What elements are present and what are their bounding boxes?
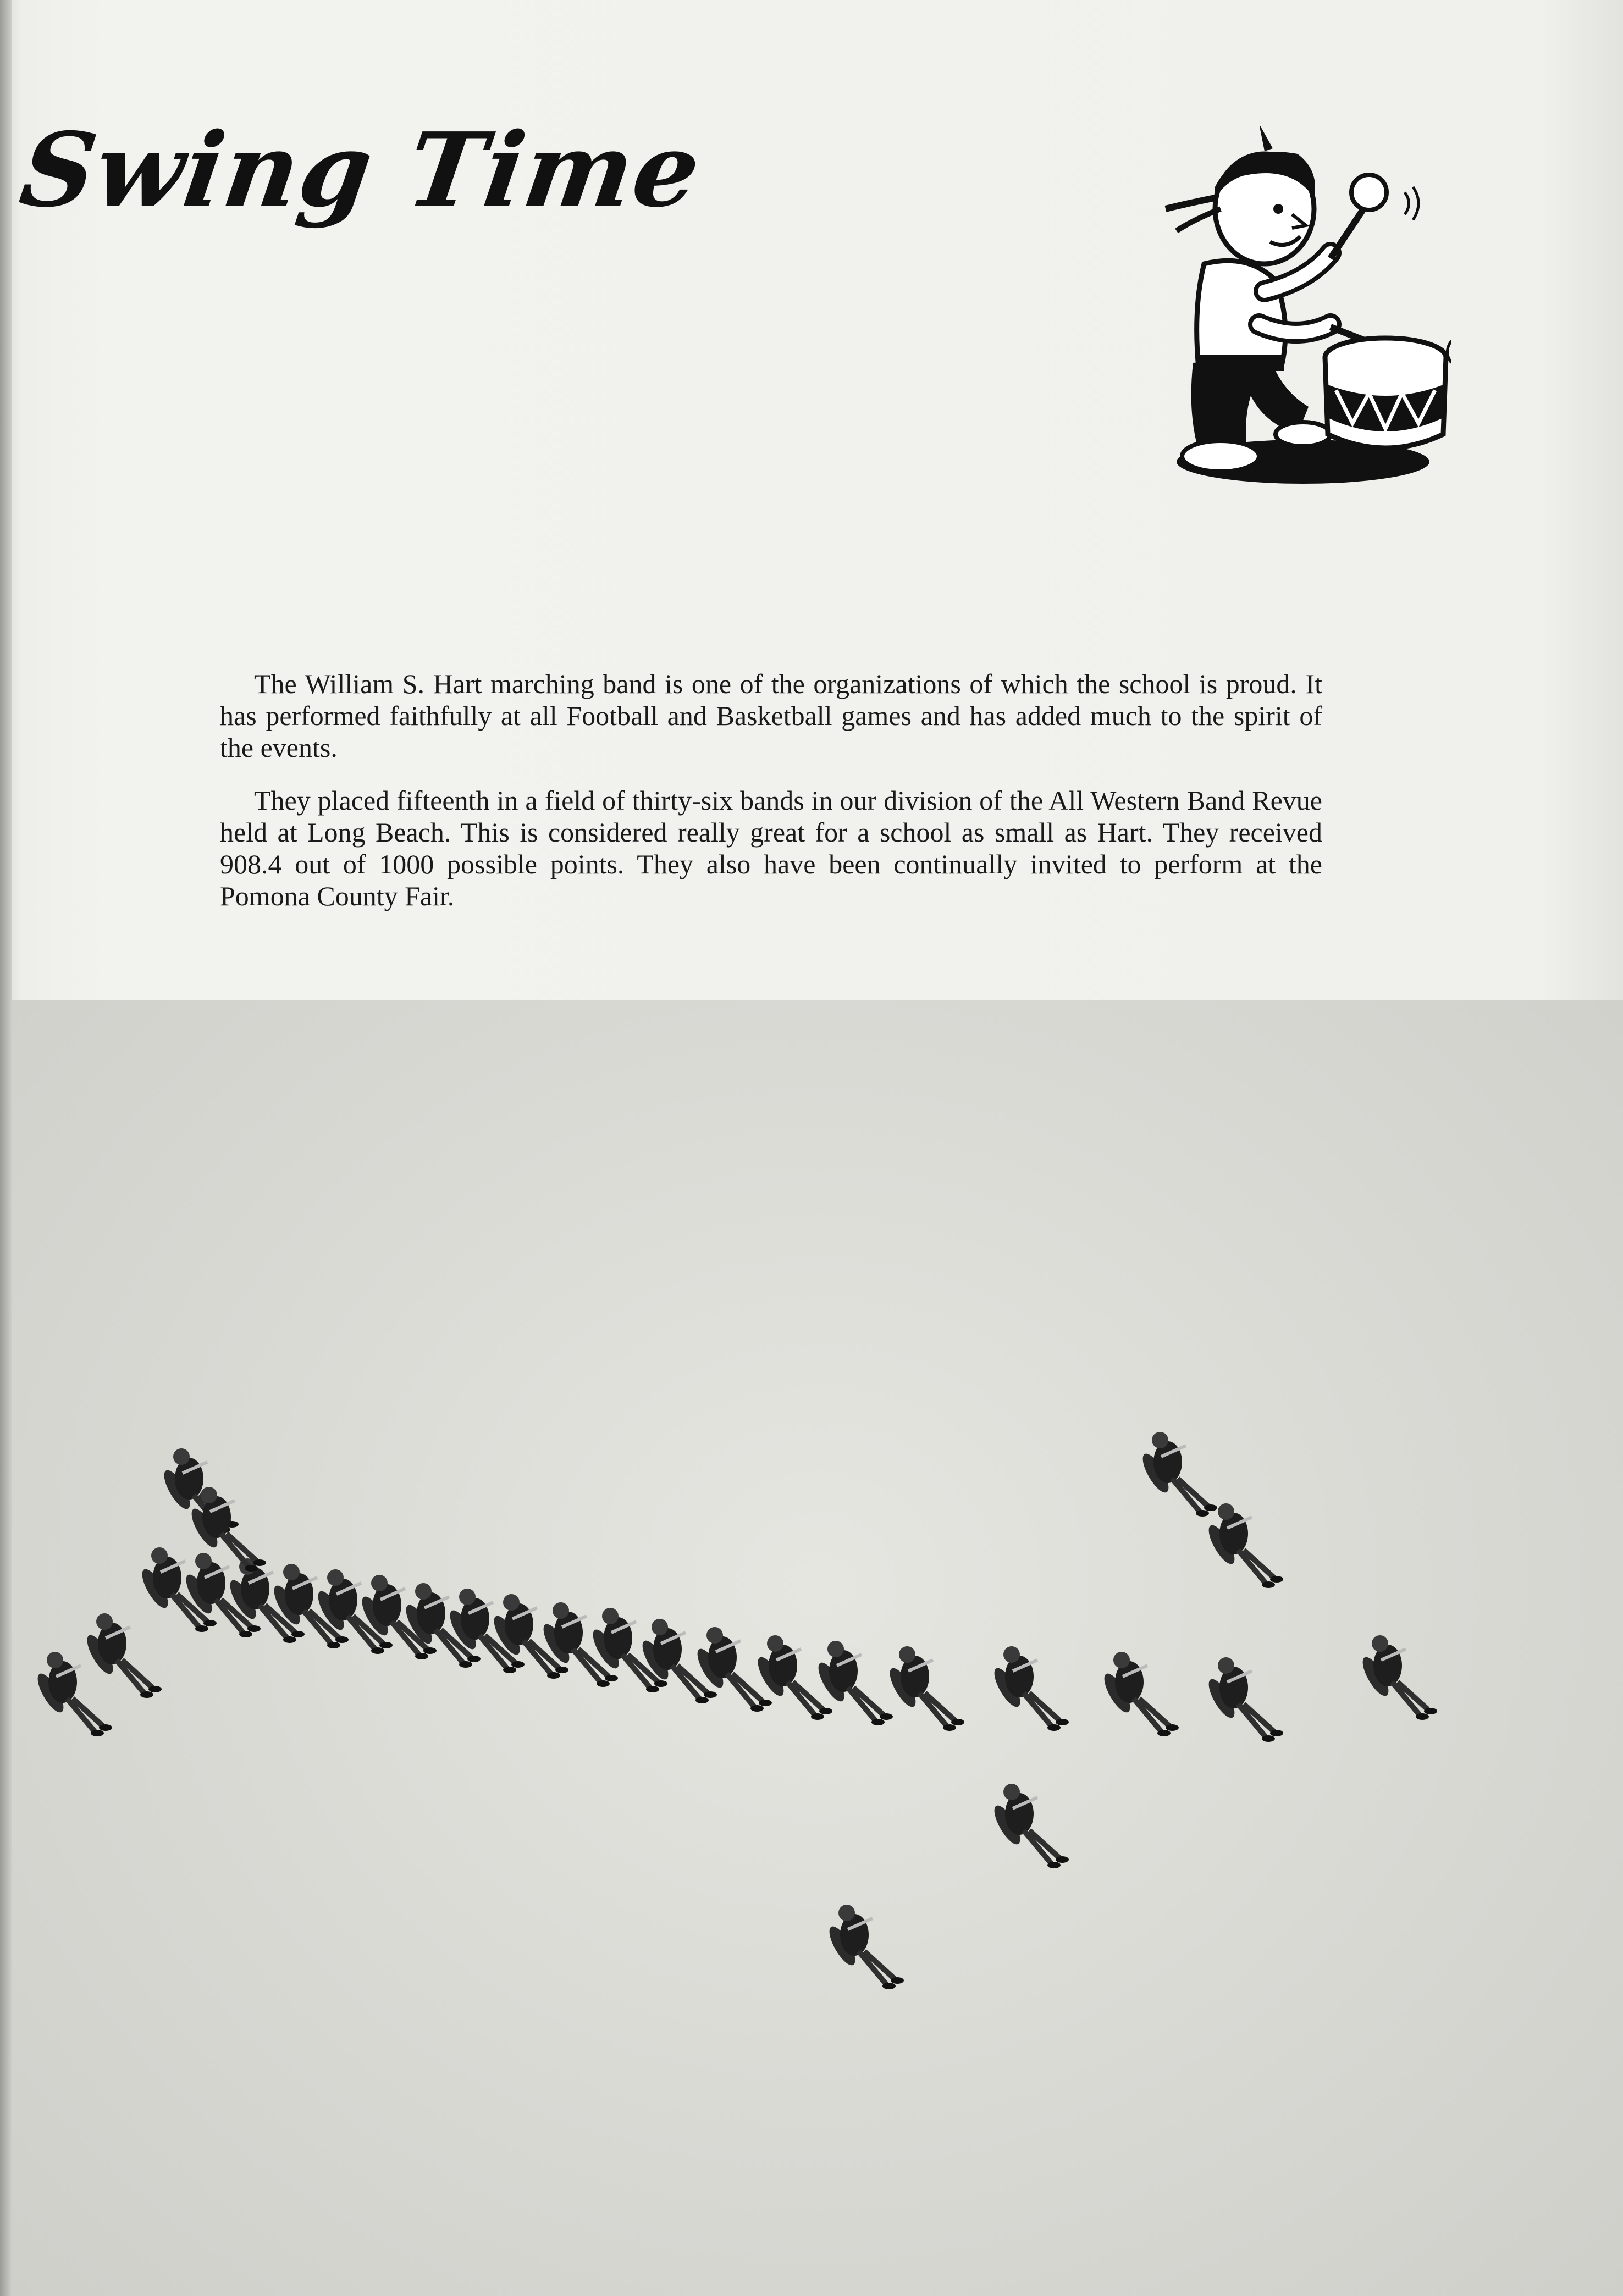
band-member [990,1646,1069,1731]
band-member [1138,1432,1217,1517]
band-member [1204,1657,1283,1742]
band-member [825,1905,904,1989]
page-title: Swing Time [13,110,709,230]
page-binding-edge [0,0,12,2296]
band-formation-figures [12,1000,1623,2296]
band-member [1358,1635,1437,1720]
band-member [82,1613,162,1698]
band-member [990,1784,1069,1868]
marching-band-photo [12,1000,1623,2296]
band-member [1100,1652,1179,1736]
band-member [885,1646,964,1731]
band-member [1204,1503,1283,1588]
band-member [753,1635,832,1720]
paragraph-2: They placed fifteenth in a field of thirty-six bands in our division of the All Western Band Revue held at Long Beach. This is considered really great for a school as small as Hart. They received 908.4 out of 1000 possible points. They also have been continually invited to perform at the Pomona County Fair. [220,785,1322,911]
article-body [220,668,1322,933]
paragraph-1: The William S. Hart marching band is one of the organizations of which the school is proud. It has performed faithfully at all Football and Basketball games and has added much to the spirit of the events. [220,668,1322,763]
drummer-mascot-icon [1155,126,1451,495]
